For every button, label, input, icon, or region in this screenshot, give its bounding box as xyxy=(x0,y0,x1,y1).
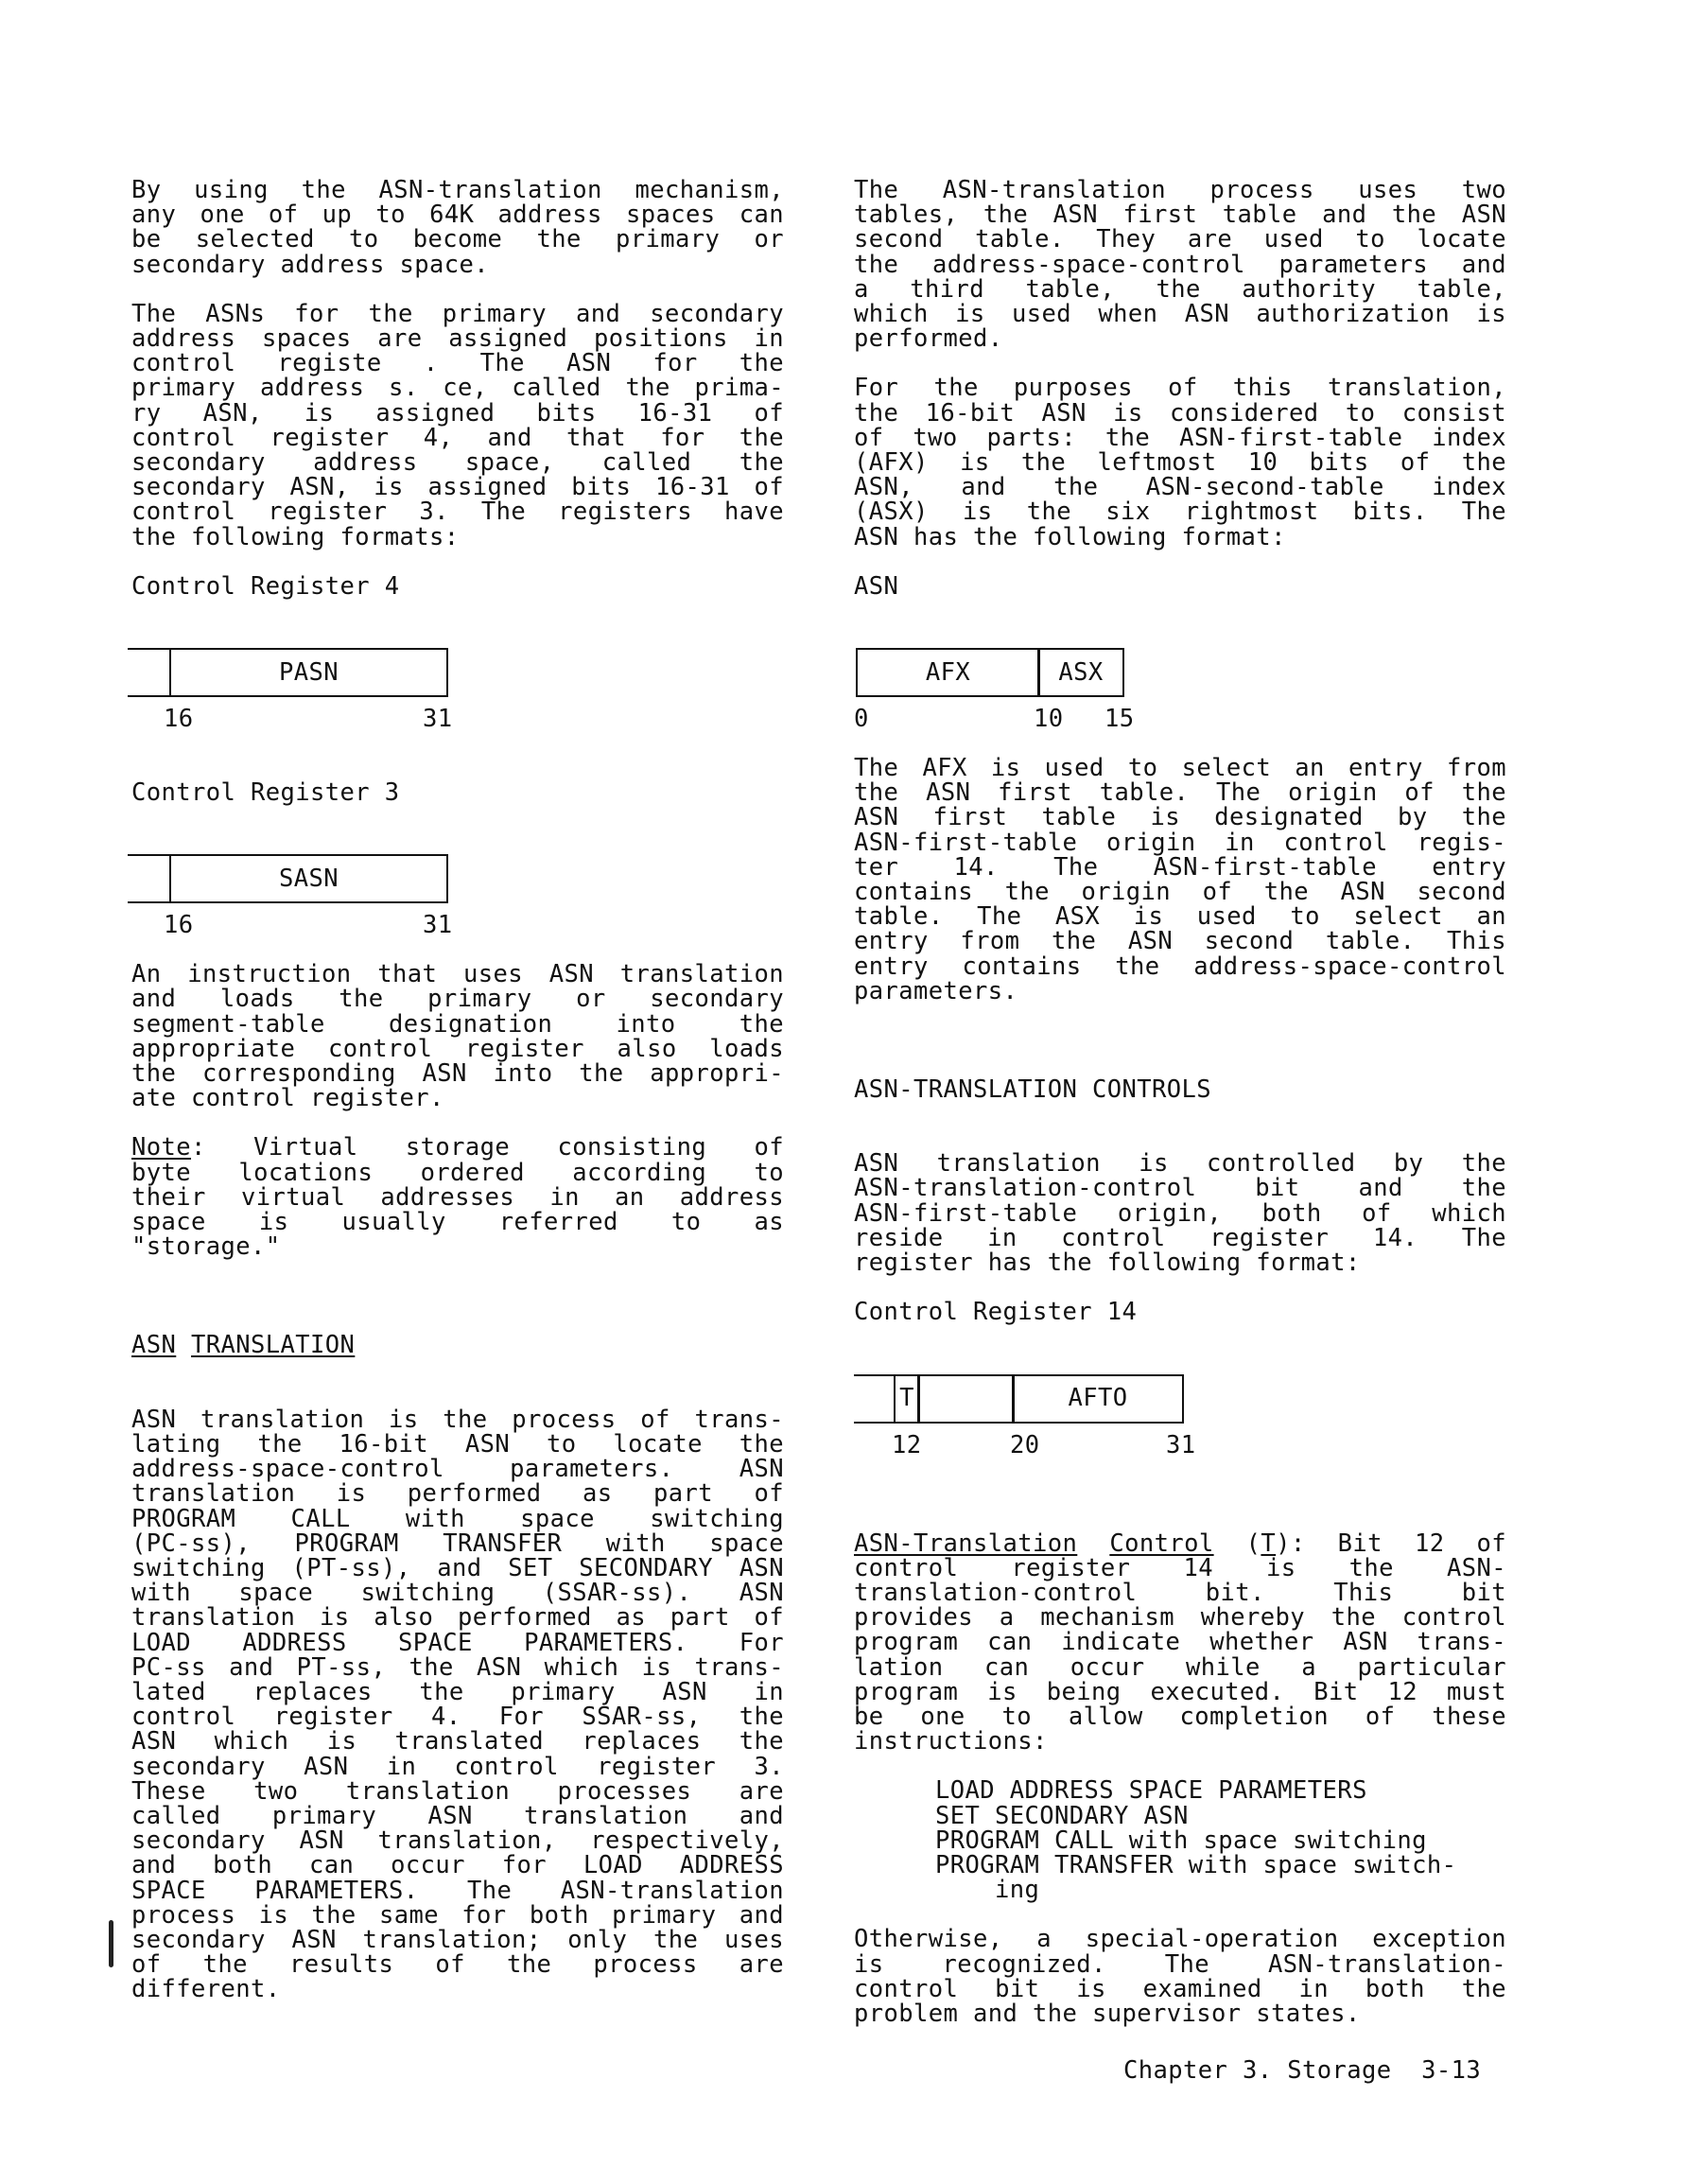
text-line: control bit is examined in both the xyxy=(854,1974,1506,2003)
pasn-field xyxy=(169,648,448,697)
afx-field-label: AFX xyxy=(925,657,971,687)
text-line: the following formats: xyxy=(131,522,460,551)
intro-paragraph xyxy=(131,178,784,277)
cr4-bit-numbers xyxy=(131,705,784,734)
asn-format-diagram xyxy=(854,648,1506,705)
text-line: the ASN first table. The origin of the xyxy=(854,778,1506,808)
translation-control-paragraph xyxy=(854,1531,1506,1755)
t-bit-field xyxy=(894,1374,920,1424)
tables-paragraph xyxy=(854,176,1506,354)
bit-start: 16 xyxy=(164,705,194,734)
bit-start: 16 xyxy=(164,911,194,940)
bit-number: 20 xyxy=(1010,1430,1040,1459)
text-line: the address-space-control parameters and xyxy=(854,250,1506,279)
instruction-item: PROGRAM CALL with space switching xyxy=(935,1826,1427,1855)
t-bit-field-label: T xyxy=(899,1384,914,1413)
cr3-bit-numbers xyxy=(131,911,784,940)
cr14-reserved-field xyxy=(917,1374,1015,1424)
text-line: different. xyxy=(131,1975,281,2004)
text-line: The AFX is used to select an entry from xyxy=(854,754,1506,783)
text-line: of the results of the process are xyxy=(131,1950,784,1980)
text-line: ASN-first-table origin in control regis- xyxy=(854,828,1506,857)
text-line: is recognized. The ASN-translation- xyxy=(854,1949,1506,1979)
heading-word: TRANSLATION xyxy=(191,1331,356,1360)
text-line: a third table, the authority table, xyxy=(854,274,1506,304)
text-line: entry contains the address-space-control xyxy=(854,952,1506,981)
instruction-load-paragraph xyxy=(131,960,784,1113)
text-line: byte locations ordered according to xyxy=(131,1158,784,1187)
note-text: : Virtual storage consisting of xyxy=(191,1133,784,1162)
instruction-item: ing xyxy=(935,1876,1040,1905)
text-line: These two translation processes are xyxy=(131,1776,784,1806)
text-line: ASN translation is controlled by the xyxy=(854,1149,1506,1179)
text-line: register has the following format: xyxy=(854,1249,1361,1278)
paren: ( xyxy=(1213,1529,1261,1558)
text-line: ry ASN, is assigned bits 16-31 of xyxy=(131,398,784,428)
text-line: segment-table designation into the xyxy=(131,1009,784,1039)
text-line: secondary ASN, is assigned bits 16-31 of xyxy=(131,473,784,502)
sasn-field xyxy=(169,854,448,903)
instruction-list xyxy=(854,1776,1506,1905)
text-line: instructions: xyxy=(854,1727,1048,1756)
term-control: Control xyxy=(1109,1529,1214,1558)
text-line: LOAD ADDRESS SPACE PARAMETERS. For xyxy=(131,1628,784,1657)
asn-format-label: ASN xyxy=(854,571,899,601)
bit-number: 15 xyxy=(1104,705,1135,734)
text-line: the corresponding ASN into the appropri- xyxy=(131,1059,784,1089)
bit-number: 10 xyxy=(1034,705,1064,734)
right-column xyxy=(854,178,1506,2051)
text-line: be one to allow completion of these xyxy=(854,1702,1506,1731)
text-line: ASN first table is designated by the xyxy=(854,803,1506,832)
note-paragraph xyxy=(131,1133,784,1262)
instruction-item: SET SECONDARY ASN xyxy=(935,1801,1189,1830)
text-line: table. The ASX is used to select an xyxy=(854,902,1506,932)
text-line: address spaces are assigned positions in xyxy=(131,324,784,354)
footer-chapter: Chapter 3. Storage xyxy=(1123,2056,1392,2085)
sasn-field-label: SASN xyxy=(278,865,339,894)
text-line: control register 3. The registers have xyxy=(131,498,784,527)
text-line: which is used when ASN authorization is xyxy=(854,300,1506,329)
text-line: ate control register. xyxy=(131,1084,444,1113)
cr3-diagram xyxy=(131,854,784,911)
text-line: ter 14. The ASN-first-table entry xyxy=(854,852,1506,882)
asx-field xyxy=(1037,648,1124,697)
bit-end: 31 xyxy=(423,705,453,734)
text-line: problem and the supervisor states. xyxy=(854,1999,1361,2028)
afx-field xyxy=(856,648,1040,697)
text-line: lation can occur while a particular xyxy=(854,1652,1506,1682)
text-line: called primary ASN translation and xyxy=(131,1801,784,1830)
text-line: be selected to become the primary or xyxy=(131,225,784,254)
afto-field xyxy=(1012,1374,1184,1424)
pasn-field-label: PASN xyxy=(278,657,339,687)
text-line: space is usually referred to as xyxy=(131,1208,784,1237)
text-line: translation is performed as part of xyxy=(131,1479,784,1509)
text-line: control register 14 is the ASN- xyxy=(854,1553,1506,1582)
text-line: ASN which is translated replaces the xyxy=(131,1727,784,1756)
text-line: entry from the ASN second table. This xyxy=(854,927,1506,956)
page-footer xyxy=(1123,2056,1481,2085)
controls-paragraph xyxy=(854,1149,1506,1278)
exception-paragraph xyxy=(854,1927,1506,2026)
text-line: For the purposes of this translation, xyxy=(854,374,1506,403)
text-line: lating the 16-bit ASN to locate the xyxy=(131,1429,784,1459)
asn-translation-paragraph xyxy=(131,1407,784,2002)
text-line: PC-ss and PT-ss, the ASN which is trans- xyxy=(131,1652,784,1682)
text-line: (ASX) is the six rightmost bits. The xyxy=(854,498,1506,527)
bit-number: 0 xyxy=(854,705,869,734)
text-line: By using the ASN-translation mechanism, xyxy=(131,176,784,204)
text-line: The ASNs for the primary and secondary xyxy=(131,299,784,328)
text-line: The ASN-translation process uses two xyxy=(854,176,1506,204)
text-line: any one of up to 64K address spaces can xyxy=(131,201,784,230)
text-line: primary address s. ce, called the prima- xyxy=(131,374,784,403)
cr3-unused-bits xyxy=(128,854,171,903)
text-line: program is being executed. Bit 12 must xyxy=(854,1677,1506,1706)
note-label: Note xyxy=(131,1133,192,1162)
instruction-item: LOAD ADDRESS SPACE PARAMETERS xyxy=(935,1776,1367,1806)
bit-number: 12 xyxy=(892,1430,922,1459)
text-line: "storage." xyxy=(131,1232,281,1262)
cr4-diagram xyxy=(131,648,784,705)
text-line: ASN-first-table origin, both of which xyxy=(854,1198,1506,1228)
asx-field-label: ASX xyxy=(1058,657,1104,687)
text-line: Otherwise, a special-operation exception xyxy=(854,1925,1506,1954)
text-line: control registe . The ASN for the xyxy=(131,349,784,378)
text-line: secondary address space. xyxy=(131,250,490,279)
afto-field-label: AFTO xyxy=(1068,1384,1128,1413)
text-line: secondary address space, called the xyxy=(131,448,784,478)
text-line: and both can occur for LOAD ADDRESS xyxy=(131,1851,784,1880)
instruction-item: PROGRAM TRANSFER with space switch- xyxy=(935,1850,1457,1879)
revision-change-bar xyxy=(109,1920,113,1967)
text-line xyxy=(854,1531,1506,1556)
page-number: 3-13 xyxy=(1421,2056,1482,2085)
term-t: T xyxy=(1261,1529,1277,1558)
text-line: appropriate control register also loads xyxy=(131,1034,784,1063)
text-line: An instruction that uses ASN translation xyxy=(131,960,784,989)
section-heading-asn-translation xyxy=(131,1331,784,1360)
text-line: SPACE PARAMETERS. The ASN-translation xyxy=(131,1876,784,1905)
text-line: secondary ASN in control register 3. xyxy=(131,1752,784,1781)
text-line: ASN translation is the process of trans- xyxy=(131,1405,784,1434)
text-line: and loads the primary or secondary xyxy=(131,985,784,1014)
cr3-label: Control Register 3 xyxy=(131,778,400,808)
text-line xyxy=(131,1135,784,1160)
text-line: tables, the ASN first table and the ASN xyxy=(854,201,1506,230)
text-line: translation-control bit. This bit xyxy=(854,1578,1506,1607)
text-line: second table. They are used to locate xyxy=(854,225,1506,254)
bit-end: 31 xyxy=(423,911,453,940)
asn-parts-paragraph xyxy=(854,376,1506,549)
text-line: switching (PT-ss), and SET SECONDARY ASN xyxy=(131,1553,784,1582)
cr14-diagram xyxy=(854,1374,1506,1431)
text-line: control register 4, and that for the xyxy=(131,423,784,452)
text-line: program can indicate whether ASN trans- xyxy=(854,1628,1506,1657)
text-line: process is the same for both primary and xyxy=(131,1900,784,1930)
bit-number: 31 xyxy=(1166,1430,1196,1459)
text-line: provides a mechanism whereby the control xyxy=(854,1603,1506,1633)
text-line: with space switching (SSAR-ss). ASN xyxy=(131,1579,784,1608)
section-heading-asn-translation-controls: ASN-TRANSLATION CONTROLS xyxy=(854,1075,1212,1105)
text-line: parameters. xyxy=(854,976,1018,1005)
cr4-unused-bits xyxy=(128,648,171,697)
text-line: ASN-translation-control bit and the xyxy=(854,1174,1506,1203)
text-line: ASN has the following format: xyxy=(854,522,1286,551)
text-line: contains the origin of the ASN second xyxy=(854,878,1506,907)
term-asn-translation: ASN-Translation xyxy=(854,1529,1078,1558)
text-line: (AFX) is the leftmost 10 bits of the xyxy=(854,448,1506,478)
text-line: PROGRAM CALL with space switching xyxy=(131,1504,784,1533)
asn-bit-numbers xyxy=(854,705,1506,734)
cr14-bit-numbers xyxy=(854,1430,1506,1459)
left-column xyxy=(131,178,784,2027)
heading-word: ASN xyxy=(131,1331,177,1360)
text-line: control register 4. For SSAR-ss, the xyxy=(131,1703,784,1732)
text-line: lated replaces the primary ASN in xyxy=(131,1677,784,1706)
afx-asx-paragraph xyxy=(854,756,1506,1004)
cr14-label: Control Register 14 xyxy=(854,1298,1138,1327)
text-line: ASN, and the ASN-second-table index xyxy=(854,473,1506,502)
text-line: secondary ASN translation; only the uses xyxy=(131,1925,784,1954)
asn-positions-paragraph xyxy=(131,299,784,551)
text-fragment: ): Bit 12 of xyxy=(1276,1529,1506,1558)
text-line: reside in control register 14. The xyxy=(854,1223,1506,1252)
text-line: performed. xyxy=(854,324,1003,354)
text-line: address-space-control parameters. ASN xyxy=(131,1455,784,1484)
text-line: (PC-ss), PROGRAM TRANSFER with space xyxy=(131,1529,784,1558)
text-line: their virtual addresses in an address xyxy=(131,1182,784,1212)
cr4-label: Control Register 4 xyxy=(131,571,400,601)
text-line: the 16-bit ASN is considered to consist xyxy=(854,398,1506,428)
text-line: of two parts: the ASN-first-table index xyxy=(854,423,1506,452)
text-line: secondary ASN translation, respectively, xyxy=(131,1826,784,1856)
text-line: translation is also performed as part of xyxy=(131,1603,784,1633)
cr14-unused-bits xyxy=(854,1374,897,1424)
